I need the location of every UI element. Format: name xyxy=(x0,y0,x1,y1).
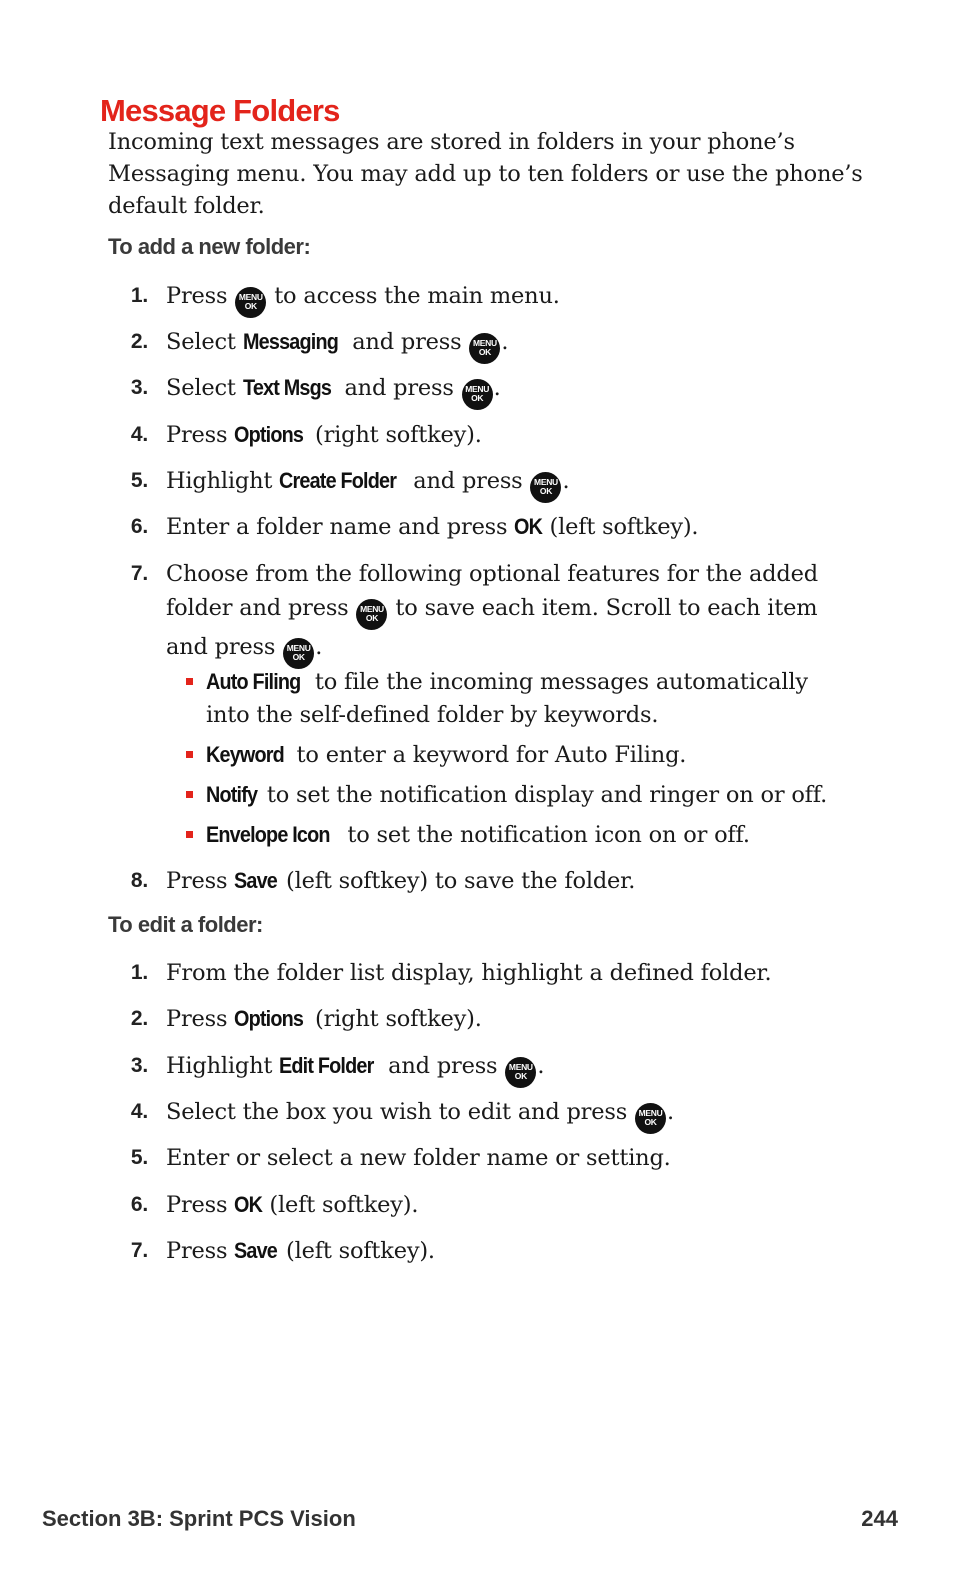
add-step-8 xyxy=(120,864,850,898)
menu-ok-button-icon: MENU OK xyxy=(505,1057,536,1088)
step-number: 1. xyxy=(130,284,148,307)
menu-keyword: Edit Folder xyxy=(279,1053,374,1078)
intro-paragraph: Incoming text messages are stored in folders in your phone’s Messaging menu. You may add up to ten folders or use the phone’s default folder. xyxy=(108,129,863,219)
step-text: From the folder list display, highlight a defined folder. xyxy=(166,960,772,986)
step-text: Highlight xyxy=(166,1053,280,1079)
edit-folder-heading: To edit a folder: xyxy=(108,912,263,937)
menu-keyword: Options xyxy=(234,422,304,447)
step-number: 4. xyxy=(130,1100,148,1123)
edit-step-1 xyxy=(120,956,850,990)
page-number: 244 xyxy=(861,1506,898,1531)
step-number: 5. xyxy=(130,469,148,492)
edit-step-6 xyxy=(120,1188,850,1222)
step-text: . xyxy=(501,329,509,355)
feature-bullet-envelope-icon xyxy=(186,818,846,852)
edit-step-3 xyxy=(120,1049,850,1088)
feature-bullet-auto-filing xyxy=(186,665,846,732)
menu-ok-button-icon: MENU OK xyxy=(635,1103,666,1134)
step-text: Press xyxy=(166,1006,235,1032)
bullet-square-icon xyxy=(186,791,193,798)
add-step-5 xyxy=(120,464,850,503)
menu-keyword: Create Folder xyxy=(279,468,397,493)
step-text: (left softkey). xyxy=(262,1192,419,1218)
add-step-3 xyxy=(120,371,850,410)
bullet-square-icon xyxy=(186,751,193,758)
step-text: Select xyxy=(166,375,243,401)
bullet-text: to set the notification display and ringer on or off. xyxy=(259,782,828,808)
menu-keyword: Save xyxy=(234,868,278,893)
bullet-text: to set the notification icon on or off. xyxy=(340,822,750,848)
step-text: Select xyxy=(166,329,243,355)
add-step-4 xyxy=(120,418,850,452)
menu-ok-button-icon: MENU OK xyxy=(283,638,314,669)
menu-keyword: Text Msgs xyxy=(242,375,331,400)
step-number: 7. xyxy=(130,562,148,585)
step-number: 3. xyxy=(130,1054,148,1077)
step-text: (left softkey). xyxy=(542,514,699,540)
step-text: Enter a folder name and press xyxy=(166,514,515,540)
step-number: 7. xyxy=(130,1239,148,1262)
step-text: . xyxy=(667,1099,674,1125)
menu-keyword: Options xyxy=(234,1006,304,1031)
edit-step-4 xyxy=(120,1095,850,1134)
add-step-1 xyxy=(120,279,850,318)
bullet-text: to file the incoming messages automatically into the self-defined folder by keywords. xyxy=(206,669,808,728)
step-text: and press xyxy=(345,329,469,355)
feature-bullet-keyword xyxy=(186,738,846,772)
step-text: (left softkey). xyxy=(279,1238,435,1264)
step-text: . xyxy=(537,1053,545,1079)
menu-ok-button-icon: MENU OK xyxy=(469,333,500,364)
bullet-text: to enter a keyword for Auto Filing. xyxy=(289,742,687,768)
menu-keyword: OK xyxy=(514,514,543,539)
menu-ok-button-icon: MENU OK xyxy=(356,599,387,630)
step-number: 4. xyxy=(130,423,148,446)
step-number: 3. xyxy=(130,376,148,399)
step-text: . xyxy=(493,375,501,401)
edit-step-5 xyxy=(120,1141,850,1175)
step-number: 8. xyxy=(130,869,148,892)
step-text: Select the box you wish to edit and press xyxy=(166,1099,635,1125)
step-text: Press xyxy=(166,1238,235,1264)
step-number: 1. xyxy=(130,961,148,984)
step-text: Choose from the following optional features for the added folder and press xyxy=(166,561,818,621)
menu-keyword: OK xyxy=(234,1192,263,1217)
step-number: 2. xyxy=(130,330,148,353)
menu-keyword: Keyword xyxy=(206,742,284,767)
menu-keyword: Messaging xyxy=(242,329,338,354)
step-text: (left softkey) to save the folder. xyxy=(279,868,636,894)
step-text: and press xyxy=(337,375,461,401)
step-text: (right softkey). xyxy=(308,422,482,448)
step-number: 5. xyxy=(130,1146,148,1169)
add-step-7 xyxy=(120,557,850,669)
step-text: Press xyxy=(166,868,235,894)
footer-section-label: Section 3B: Sprint PCS Vision xyxy=(42,1506,356,1531)
menu-keyword: Envelope Icon xyxy=(206,822,330,847)
step-number: 6. xyxy=(130,1193,148,1216)
edit-step-7 xyxy=(120,1234,850,1268)
step-text: Press xyxy=(166,1192,235,1218)
step-text: Press xyxy=(166,283,235,309)
step-text: and press xyxy=(406,468,530,494)
feature-bullet-notify xyxy=(186,778,846,812)
menu-ok-button-icon: MENU OK xyxy=(462,379,493,410)
step-text: (right softkey). xyxy=(308,1006,482,1032)
step-text: Enter or select a new folder name or setting. xyxy=(166,1145,671,1171)
step-number: 6. xyxy=(130,515,148,538)
bullet-square-icon xyxy=(186,831,193,838)
menu-ok-button-icon: MENU OK xyxy=(235,287,266,318)
add-step-6 xyxy=(120,510,850,544)
bullet-square-icon xyxy=(186,678,193,685)
step-text: and press xyxy=(381,1053,505,1079)
step-text: to save each item. Scroll to each item and press xyxy=(166,595,818,660)
edit-step-2 xyxy=(120,1002,850,1036)
menu-keyword: Save xyxy=(234,1238,278,1263)
step-text: Highlight xyxy=(166,468,280,494)
step-text: . xyxy=(315,634,323,660)
step-number: 2. xyxy=(130,1007,148,1030)
add-step-2 xyxy=(120,325,850,364)
step-text: Press xyxy=(166,422,235,448)
page-title: Message Folders xyxy=(100,92,340,128)
add-folder-heading: To add a new folder: xyxy=(108,234,311,259)
menu-keyword: Notify xyxy=(206,782,258,807)
menu-ok-button-icon: MENU OK xyxy=(530,472,561,503)
step-text: . xyxy=(562,468,570,494)
step-text: to access the main menu. xyxy=(267,283,560,309)
menu-keyword: Auto Filing xyxy=(206,669,301,694)
